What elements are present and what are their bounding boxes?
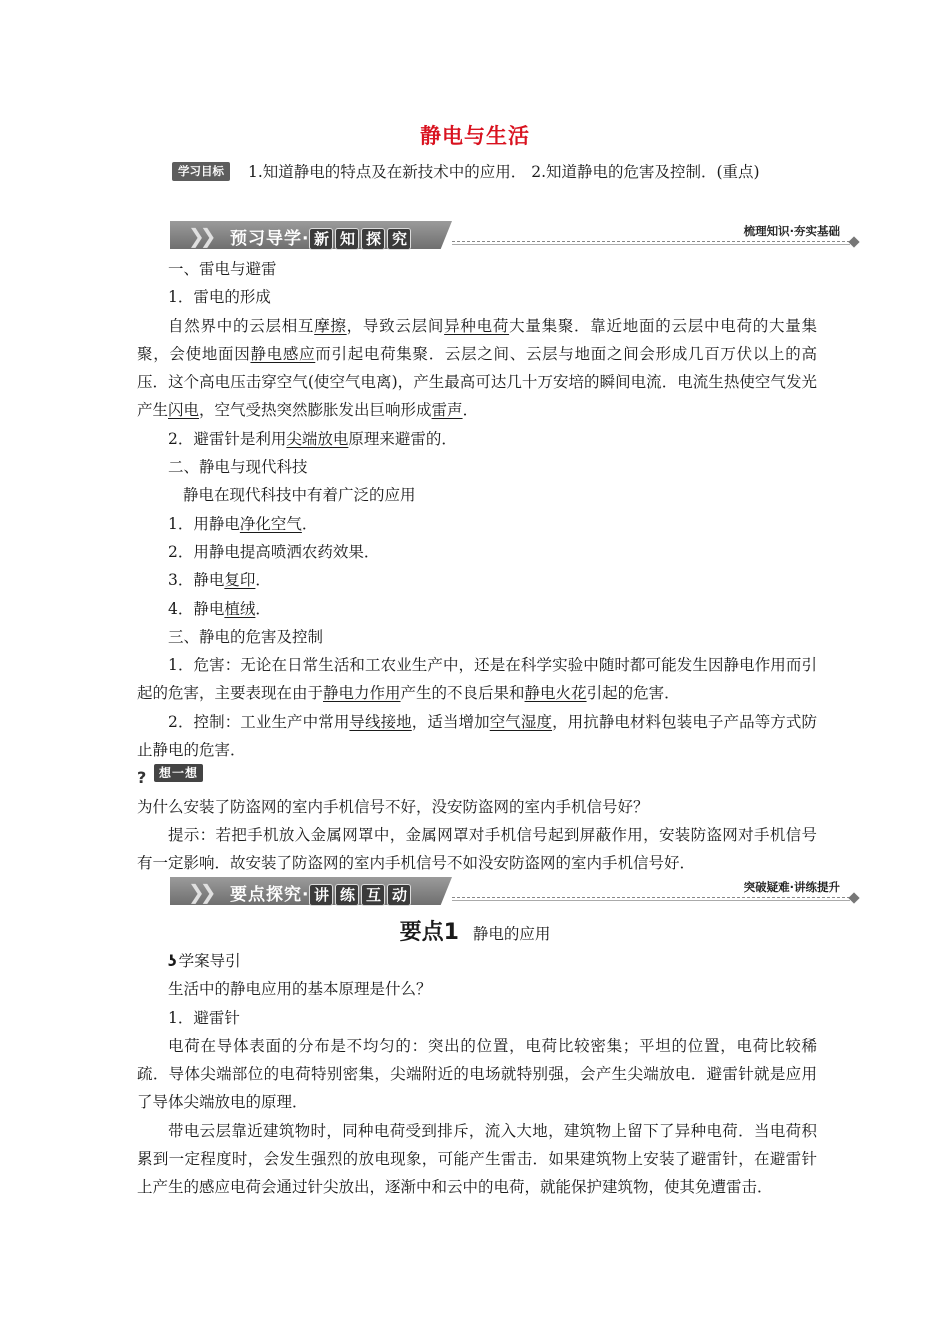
keypoint-content bbox=[137, 947, 817, 1202]
banner-box-char: 探 bbox=[361, 228, 385, 250]
think-label: 想一想 bbox=[154, 764, 203, 782]
underlined-term: 净化空气 bbox=[239, 514, 302, 533]
underlined-term: 植绒 bbox=[224, 599, 256, 618]
guide-heading bbox=[137, 947, 817, 975]
learning-goals-text: 1.知道静电的特点及在新技术中的应用． 2.知道静电的危害及控制．(重点) bbox=[248, 163, 760, 181]
guide-icon: ʖ bbox=[168, 952, 177, 970]
underlined-term: 导线接地 bbox=[349, 712, 412, 731]
underlined-term: 静电火花 bbox=[524, 684, 587, 703]
text-span: 产生的不良后果和 bbox=[400, 684, 525, 703]
paragraph-charge-distribution: 电荷在导体表面的分布是不均匀的：突出的位置，电荷比较密集；平坦的位置，电荷比较稀疏．导体尖端部位的电荷特别密集，尖端附近的电场就特别强，会产生尖端放电．避雷针就是应用了导体尖端放电的原理． bbox=[137, 1036, 817, 1112]
text-span: 4．静电 bbox=[168, 599, 225, 618]
paragraph-lightning-rod bbox=[137, 425, 817, 453]
learning-goals bbox=[137, 158, 817, 186]
preview-content bbox=[137, 255, 817, 878]
think-question: 为什么安装了防盗网的室内手机信号不好，没安防盗网的室内手机信号好？ bbox=[137, 797, 649, 816]
keypoint-heading bbox=[0, 915, 950, 946]
text-span: 引起的危害． bbox=[586, 684, 680, 703]
text-span: ，适当增加 bbox=[411, 712, 490, 731]
think-answer: 提示：若把手机放入金属网罩中，金属网罩对手机信号起到屏蔽作用，安装防盗网对手机信号有一定影响．故安装了防盗网的室内手机信号不如没安防盗网的室内手机信号好． bbox=[137, 825, 817, 873]
subheading-formation: 1．雷电的形成 bbox=[168, 288, 271, 307]
text-span: ． bbox=[301, 514, 318, 533]
list-item bbox=[137, 566, 817, 594]
banner-box-char: 练 bbox=[335, 884, 359, 906]
text-span: 自然界中的云层相互 bbox=[168, 316, 315, 335]
banner-box-char: 新 bbox=[309, 228, 333, 250]
text-span: 2．避雷针是利用 bbox=[168, 429, 287, 448]
banner-label-text: 预习导学· bbox=[230, 229, 310, 249]
banner-rule bbox=[452, 244, 850, 245]
underlined-term: 空气湿度 bbox=[489, 712, 553, 731]
heading-hazards: 三、静电的危害及控制 bbox=[168, 627, 324, 646]
text-span: ，用抗静电材料包装电子产品等方式防止静电的危害． bbox=[137, 712, 817, 760]
banner-rule bbox=[452, 900, 850, 901]
guide-question: 生活中的静电应用的基本原理是什么？ bbox=[168, 980, 432, 999]
text-span: 1．危害：无论在日常生活和工农业生产中，还是在科学实验中随时都可能发生因静电作用而引起的危害，主要表现在由于 bbox=[137, 656, 817, 703]
learning-goals-badge: 学习目标 bbox=[172, 162, 230, 181]
banner-box-char: 究 bbox=[387, 228, 411, 250]
banner-box-char: 互 bbox=[361, 884, 385, 906]
banner-dashed-rule bbox=[452, 897, 850, 898]
paragraph-formation bbox=[137, 312, 817, 425]
list-item bbox=[137, 510, 817, 538]
text-span: ． bbox=[462, 401, 479, 420]
text-span: 1．用静电 bbox=[168, 514, 240, 533]
section-banner-keypoints bbox=[170, 877, 858, 905]
underlined-term: 异种电荷 bbox=[444, 316, 510, 335]
banner-right-text: 突破疑难·讲练提升 bbox=[743, 880, 840, 894]
list-item: 2．用静电提高喷洒农药效果． bbox=[168, 542, 380, 561]
text-span: 2．控制：工业生产中常用 bbox=[168, 712, 350, 731]
double-chevron-icon: ❯❯ bbox=[188, 880, 212, 904]
heading-modern-tech: 二、静电与现代科技 bbox=[168, 458, 308, 477]
banner-label-text: 要点探究· bbox=[230, 885, 310, 905]
paragraph-hazards bbox=[137, 651, 817, 708]
paragraph-modern-intro: 静电在现代科技中有着广泛的应用 bbox=[183, 486, 416, 505]
text-span: 原理来避雷的． bbox=[348, 429, 457, 448]
banner-label bbox=[230, 880, 413, 906]
page-title: 静电与生活 bbox=[420, 124, 530, 148]
paragraph-control bbox=[137, 708, 817, 765]
banner-label bbox=[230, 224, 413, 250]
underlined-term: 尖端放电 bbox=[286, 429, 349, 448]
text-span: 而引起电荷集聚．云层之间、云层与地面之间会形成几百万伏以上的高压．这个高电压击穿空气(使空气电离)，产生最高可达几十万安培的瞬间电流．电流生热使空气发光产生 bbox=[137, 344, 817, 420]
underlined-term: 静电感应 bbox=[250, 344, 316, 363]
text-span: ，空气受热突然膨胀发出巨响形成 bbox=[199, 401, 432, 420]
underlined-term: 摩擦 bbox=[314, 316, 347, 335]
guide-label: 学案导引 bbox=[178, 952, 241, 970]
text-span: ． bbox=[255, 599, 271, 618]
text-span: 大量集聚．靠近地面的云层中电荷的大量集聚，会使地面因 bbox=[137, 316, 817, 363]
double-chevron-icon: ❯❯ bbox=[188, 224, 212, 248]
paragraph-lightning-protection: 带电云层靠近建筑物时，同种电荷受到排斥，流入大地，建筑物上留下了异种电荷．当电荷积累到一定程度时，会发生强烈的放电现象，可能产生雷击．如果建筑物上安装了避雷针，在避雷针上产生的感应电荷会通过针尖放出，逐渐中和云中的电荷，就能保护建筑物，使其免遭雷击． bbox=[137, 1121, 817, 1197]
question-icon: ? bbox=[137, 768, 147, 788]
underlined-term: 复印 bbox=[224, 571, 256, 590]
underlined-term: 闪电 bbox=[168, 401, 200, 420]
keypoint-title: 静电的应用 bbox=[472, 925, 551, 943]
text-span: ，导致云层间 bbox=[346, 316, 445, 335]
heading-thunder: 一、雷电与避雷 bbox=[168, 260, 277, 278]
keypoint-number: 要点1 bbox=[399, 920, 459, 945]
banner-box-char: 动 bbox=[387, 884, 411, 906]
underlined-term: 雷声 bbox=[431, 401, 463, 420]
diamond-icon bbox=[848, 236, 859, 247]
banner-dashed-rule bbox=[452, 241, 850, 242]
list-item bbox=[137, 595, 817, 623]
think-badge-row bbox=[137, 764, 817, 792]
banner-box-char: 知 bbox=[335, 228, 359, 250]
think-badge bbox=[137, 764, 203, 788]
underlined-term: 静电力作用 bbox=[323, 684, 401, 703]
subheading-lightning-rod: 1．避雷针 bbox=[168, 1008, 240, 1027]
banner-right-text: 梳理知识·夯实基础 bbox=[743, 224, 840, 238]
diamond-icon bbox=[848, 892, 859, 903]
banner-box-char: 讲 bbox=[309, 884, 333, 906]
text-span: 3．静电 bbox=[168, 571, 225, 590]
text-span: ． bbox=[255, 571, 271, 590]
section-banner-preview bbox=[170, 221, 858, 249]
